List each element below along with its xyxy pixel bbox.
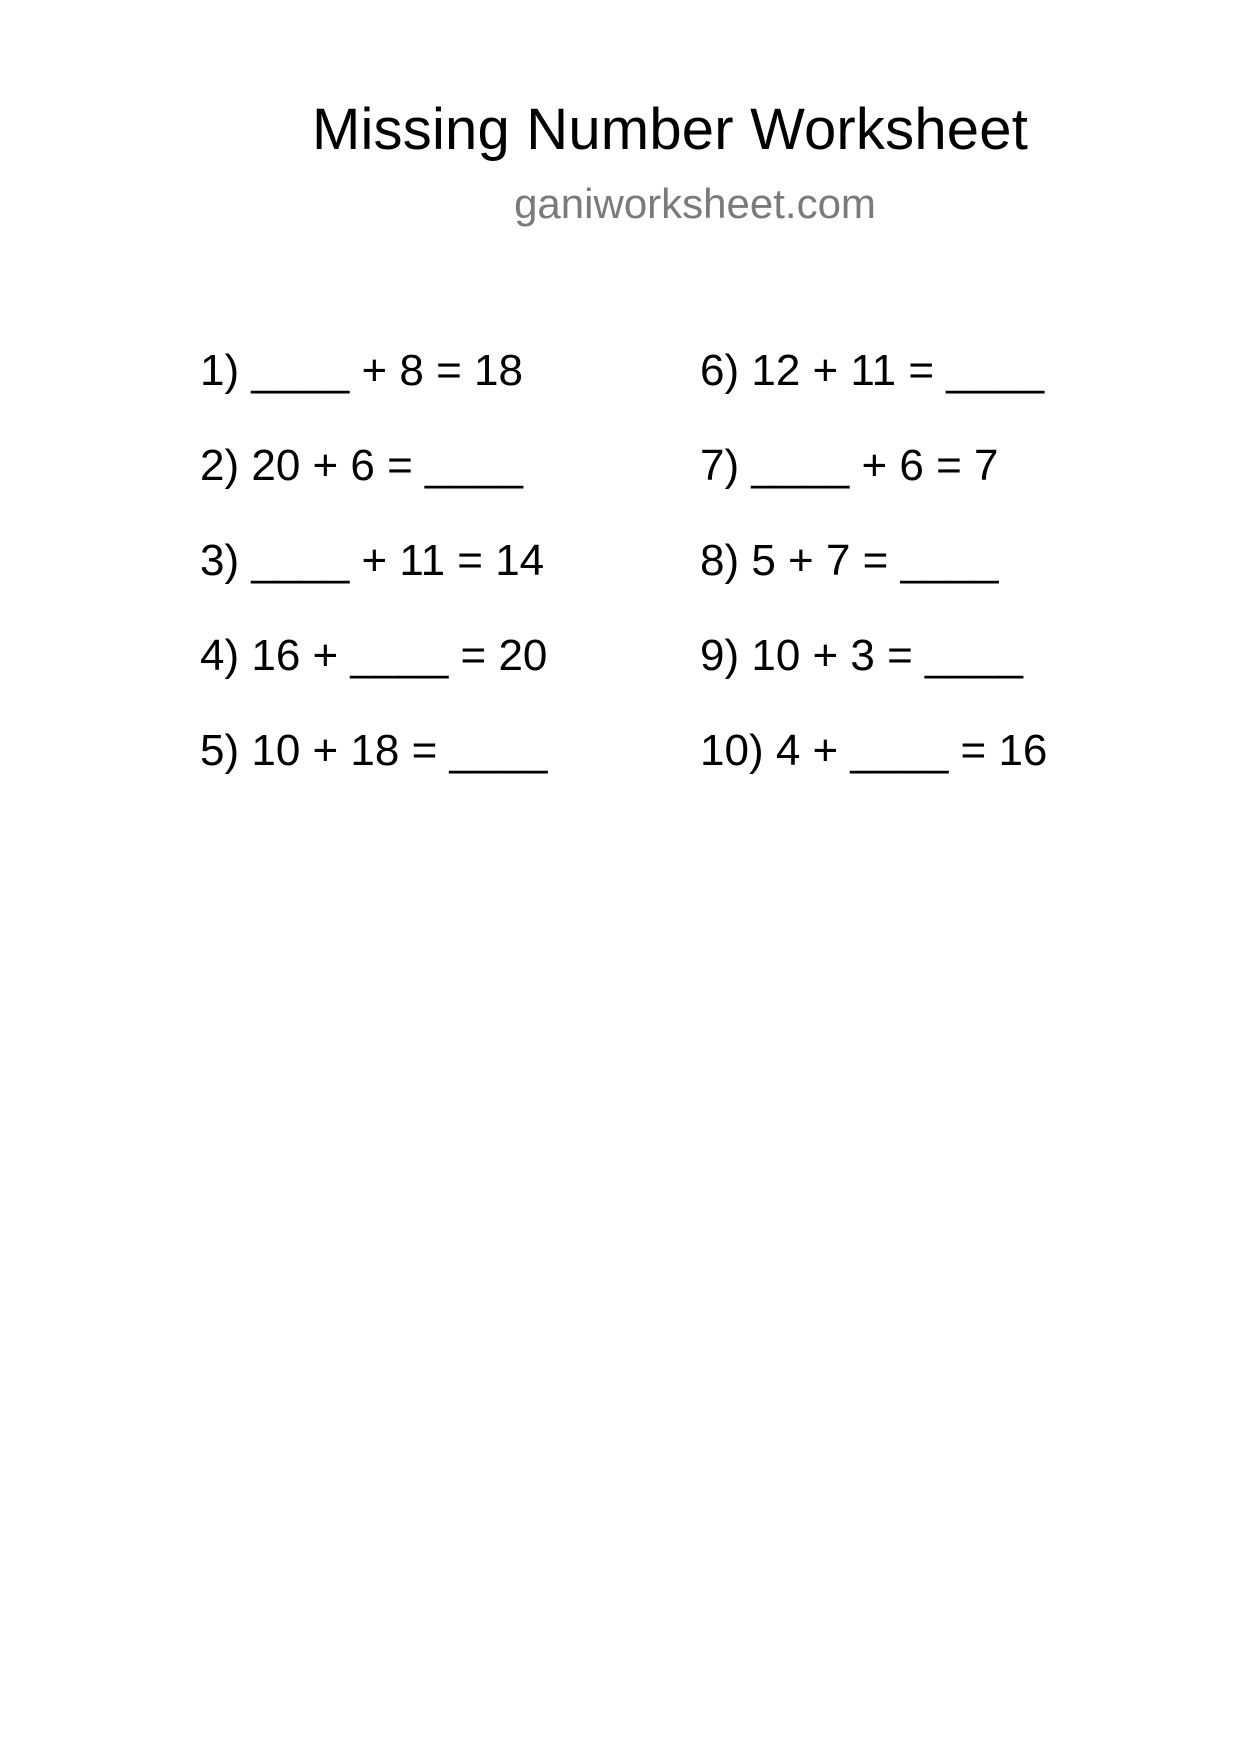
problem-1: 1) ____ + 8 = 18	[200, 346, 523, 395]
problem-7: 7) ____ + 6 = 7	[700, 441, 999, 490]
problem-8: 8) 5 + 7 = ____	[700, 536, 999, 585]
problem-10: 10) 4 + ____ = 16	[700, 726, 1048, 775]
worksheet-title: Missing Number Worksheet	[311, 97, 1029, 162]
problem-3: 3) ____ + 11 = 14	[200, 536, 545, 585]
problem-2: 2) 20 + 6 = ____	[200, 441, 523, 490]
problem-4: 4) 16 + ____ = 20	[200, 631, 548, 680]
problem-column-left	[200, 345, 547, 820]
problem-5: 5) 10 + 18 = ____	[200, 726, 548, 775]
problem-6: 6) 12 + 11 = ____	[700, 346, 1045, 395]
problem-column-right	[700, 345, 1047, 820]
source-website: ganiworksheet.com	[514, 180, 876, 227]
problem-9: 9) 10 + 3 = ____	[700, 631, 1023, 680]
